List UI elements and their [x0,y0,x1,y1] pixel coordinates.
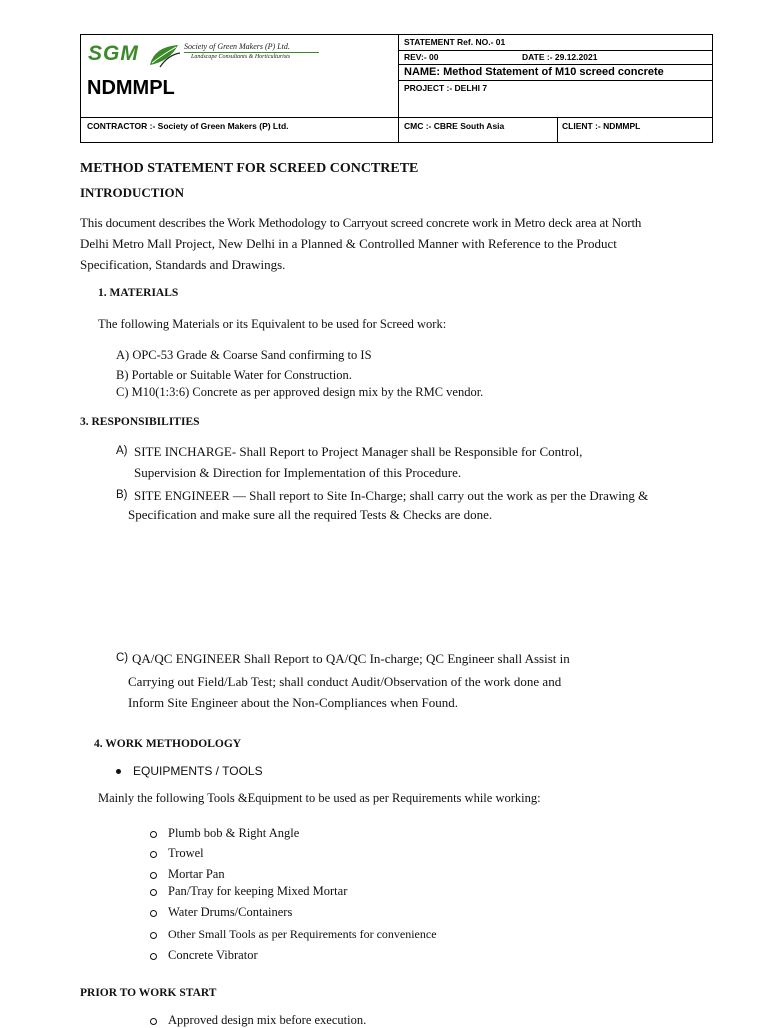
material-item: B) Portable or Suitable Water for Construction. [116,368,352,382]
resp-a-label: A) [116,445,128,457]
logo-underline [184,52,319,53]
revision: REV:- 00 [404,52,439,62]
header-divider [398,64,712,65]
header-divider [398,50,712,51]
header-divider [398,35,399,142]
logo-text: SGM [88,42,139,65]
resp-a-line: Supervision & Direction for Implementation of this Procedure. [134,465,462,480]
tool-item: Other Small Tools as per Requirements for convenience [168,927,437,941]
leaf-icon [148,43,182,69]
resp-c-label: C) [116,652,129,664]
resp-c-line: Carrying out Field/Lab Test; shall conduct Audit/Observation of the work done and [128,674,562,689]
client: CLIENT :- NDMMPL [562,121,641,131]
resp-b-line: SITE ENGINEER — Shall report to Site In-Charge; shall carry out the work as per the Drawing & [134,488,649,503]
header-divider [557,117,558,142]
statement-date: DATE :- 29.12.2021 [522,52,598,62]
prior-item: Approved design mix before execution. [168,1013,367,1027]
intro-heading: INTRODUCTION [80,185,185,200]
materials-intro: The following Materials or its Equivalent to be used for Screed work: [98,317,447,331]
tool-item: Water Drums/Containers [168,905,293,919]
resp-c-line: Inform Site Engineer about the Non-Compliances when Found. [128,695,458,710]
equipment-bullet: EQUIPMENTS / TOOLS [133,764,263,778]
tool-item: Concrete Vibrator [168,948,258,962]
circle-bullet-icon [150,953,157,960]
responsibilities-heading: 3. RESPONSIBILITIES [80,416,200,428]
statement-ref: STATEMENT Ref. NO.- 01 [404,37,506,47]
work-methodology-heading: 4. WORK METHODOLOGY [94,738,242,750]
resp-b-label: B) [116,489,128,501]
intro-line: Specification, Standards and Drawings. [80,257,286,272]
header-divider [81,117,712,118]
statement-name: NAME: Method Statement of M10 screed concrete [404,66,664,78]
document-header-table [80,34,713,143]
tool-item: Plumb bob & Right Angle [168,826,300,840]
circle-bullet-icon [150,872,157,879]
project: PROJECT :- DELHI 7 [404,83,488,93]
circle-bullet-icon [150,910,157,917]
logo-society: Society of Green Makers (P) Ltd. [184,42,290,51]
intro-line: Delhi Metro Mall Project, New Delhi in a Planned & Controlled Manner with Reference to the Product [80,236,617,251]
resp-b-line: Specification and make sure all the required Tests & Checks are done. [128,507,493,522]
intro-line: This document describes the Work Methodology to Carryout screed concrete work in Metro deck area at North [80,215,642,230]
material-item: A) OPC-53 Grade & Coarse Sand confirming to IS [116,348,372,362]
header-divider [398,80,712,81]
tool-item: Trowel [168,846,204,860]
logo-tagline: Landscape Consultants & Horticulturists [191,54,291,60]
circle-bullet-icon [150,932,157,939]
company-logo [86,41,321,71]
resp-a-line: SITE INCHARGE- Shall Report to Project Manager shall be Responsible for Control, [134,444,583,459]
materials-heading: 1. MATERIALS [98,287,179,299]
circle-bullet-icon [150,831,157,838]
cmc: CMC :- CBRE South Asia [404,121,505,131]
material-item: C) M10(1:3:6) Concrete as per approved design mix by the RMC vendor. [116,385,484,399]
document-title: METHOD STATEMENT FOR SCREED CONCTRETE [80,161,419,176]
bullet-icon [116,769,121,774]
contractor: CONTRACTOR :- Society of Green Makers (P) Ltd. [87,121,289,131]
prior-to-work-heading: PRIOR TO WORK START [80,987,217,999]
company-name: NDMMPL [87,77,175,99]
equipment-intro: Mainly the following Tools &Equipment to be used as per Requirements while working: [98,791,541,805]
resp-c-line: QA/QC ENGINEER Shall Report to QA/QC In-charge; QC Engineer shall Assist in [132,651,570,666]
tool-item: Mortar Pan [168,867,225,881]
circle-bullet-icon [150,851,157,858]
circle-bullet-icon [150,889,157,896]
tool-item: Pan/Tray for keeping Mixed Mortar [168,884,348,898]
